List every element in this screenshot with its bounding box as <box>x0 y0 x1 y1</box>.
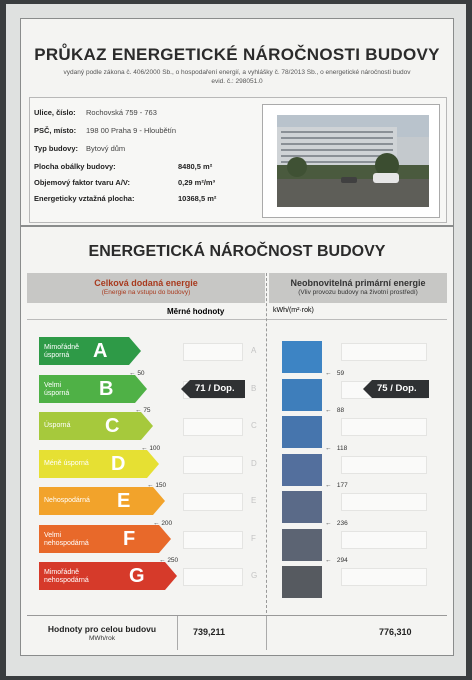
threshold-value: 100 <box>149 444 161 452</box>
class-name-line1: Velmi <box>44 381 62 389</box>
info-label: Typ budovy: <box>34 144 79 153</box>
certificate-title: PRŮKAZ ENERGETICKÉ NÁROČNOSTI BUDOVY <box>34 45 440 64</box>
class-letter: G <box>129 565 145 587</box>
certificate-sheet <box>6 4 466 676</box>
totals-separator <box>266 616 267 650</box>
section-title: ENERGETICKÁ NÁROČNOST BUDOVY <box>88 243 386 260</box>
empty-class-slot <box>341 456 427 474</box>
threshold-value: 177 <box>336 482 348 489</box>
empty-class-slot <box>183 456 243 474</box>
empty-class-slot <box>341 531 427 549</box>
info-value: 0,29 m²/m³ <box>178 178 216 187</box>
class-letter: D <box>111 452 126 475</box>
class-letter: C <box>105 415 120 437</box>
primary-energy-class-bar <box>282 379 322 411</box>
threshold-value: 236 <box>336 519 348 527</box>
energy-class-d <box>39 450 159 478</box>
primary-energy-class-bar <box>282 566 322 598</box>
class-name <box>44 460 89 468</box>
class-letter: E <box>117 490 131 512</box>
class-name-line2: nehospodárná <box>44 577 89 584</box>
energy-class-b <box>39 375 147 403</box>
class-name <box>44 344 79 360</box>
class-letter: B <box>99 377 114 400</box>
energy-panel <box>20 226 454 656</box>
energy-class-c <box>39 412 153 440</box>
threshold-value: 59 <box>336 369 345 377</box>
empty-class-slot <box>341 493 427 511</box>
right-header-title: Neobnovitelná primární energie <box>290 278 426 288</box>
empty-class-slot <box>341 418 427 436</box>
totals-right-value: 776,310 <box>379 627 412 637</box>
info-label: Ulice, číslo: <box>34 108 76 117</box>
empty-class-slot <box>183 343 243 361</box>
threshold-left: ← 250 <box>159 557 179 564</box>
info-value: 198 00 Praha 9 - Hloubětín <box>86 126 177 135</box>
rating-marker-label: 71 / Dop. <box>195 382 235 394</box>
threshold-left: ← 50 <box>129 369 145 377</box>
certificate-subtitle: vydaný podle zákona č. 406/2000 Sb., o hospodaření energií, a vyhlášky č. 78/2013 Sb., o energetické náročnosti budov <box>63 69 411 76</box>
threshold-value: 50 <box>137 369 145 377</box>
threshold-value: 88 <box>336 407 345 414</box>
class-letter-faint: E <box>251 496 257 505</box>
column-divider <box>266 273 268 613</box>
threshold-left: ← 75 <box>135 407 151 414</box>
energy-class-a <box>39 337 141 365</box>
totals-left-value: 739,211 <box>193 627 226 637</box>
class-name <box>44 497 90 505</box>
threshold-value: 150 <box>155 482 167 489</box>
class-name-line2: nehospodárná <box>44 539 89 547</box>
empty-class-slot <box>183 493 243 511</box>
empty-class-slot <box>183 418 243 436</box>
class-letter: F <box>123 527 136 550</box>
primary-energy-class-bar <box>282 416 322 448</box>
threshold-right: ← 118 <box>325 444 348 452</box>
class-name <box>44 569 89 585</box>
threshold-left: ← 150 <box>147 482 167 489</box>
class-name <box>44 532 89 548</box>
empty-class-slot <box>341 343 427 361</box>
primary-energy-class-bar <box>282 529 322 561</box>
rating-marker-label: 75 / Dop. <box>377 382 417 394</box>
threshold-value: 118 <box>336 444 348 452</box>
class-letter-faint: F <box>251 533 256 543</box>
class-name-line2: úsporná <box>44 352 70 359</box>
threshold-value: 250 <box>167 557 179 564</box>
rating-marker-right <box>363 380 429 398</box>
energy-class-e <box>39 487 165 515</box>
rating-marker-left <box>181 380 245 398</box>
threshold-value: 200 <box>161 519 173 527</box>
right-header-subtitle: (Vliv provozu budovy na životní prostředí) <box>298 289 418 296</box>
energy-class-g <box>39 562 177 590</box>
left-header-subtitle: (Energie na vstupu do budovy) <box>101 289 191 296</box>
info-value: Rochovská 759 - 763 <box>86 108 157 117</box>
building-photo-image <box>277 115 429 207</box>
empty-class-slot <box>341 568 427 586</box>
class-name <box>44 382 69 398</box>
threshold-value: 75 <box>143 407 151 414</box>
info-label: Objemový faktor tvaru A/V: <box>34 178 130 187</box>
info-value: 10368,5 m² <box>178 194 217 203</box>
class-name-line1: Velmi <box>44 531 62 539</box>
threshold-right: ← 294 <box>325 557 348 564</box>
building-photo <box>262 104 440 218</box>
units-label: Měrné hodnoty <box>167 307 225 316</box>
info-value: 8480,5 m² <box>178 162 213 171</box>
right-column-header <box>269 273 447 303</box>
left-column-header <box>27 273 265 303</box>
threshold-left: ← 200 <box>153 519 173 527</box>
empty-class-slot <box>183 531 243 549</box>
class-name-line2: úsporná <box>44 389 70 397</box>
class-letter-faint: B <box>251 383 257 393</box>
info-label: Energeticky vztažná plocha: <box>34 194 135 203</box>
primary-energy-class-bar <box>282 491 322 523</box>
class-name-line1: Úsporná <box>44 422 71 429</box>
threshold-right: ← 59 <box>325 369 345 377</box>
units-row <box>27 305 447 320</box>
info-label: Plocha obálky budovy: <box>34 162 116 171</box>
empty-class-slot <box>183 568 243 586</box>
class-name-line1: Mimořádně <box>44 569 80 576</box>
info-value: Bytový dům <box>86 144 126 153</box>
class-name-line1: Méně úsporná <box>44 459 89 467</box>
threshold-right: ← 177 <box>325 482 348 489</box>
class-letter-faint: G <box>251 571 258 580</box>
threshold-right: ← 88 <box>325 407 345 414</box>
header-panel <box>20 18 454 226</box>
totals-unit: MWh/rok <box>89 635 115 642</box>
class-letter-faint: D <box>251 458 257 468</box>
class-letter: A <box>93 340 108 362</box>
threshold-value: 294 <box>336 557 348 564</box>
class-name <box>44 422 70 430</box>
energy-class-f <box>39 525 171 553</box>
class-letter-faint: A <box>251 346 257 355</box>
building-info-box <box>29 97 447 223</box>
class-name-line1: Nehospodárná <box>44 497 90 504</box>
units-value: kWh/(m²·rok) <box>273 307 314 314</box>
primary-energy-class-bar <box>282 341 322 373</box>
totals-row <box>27 615 447 650</box>
totals-separator <box>177 616 178 650</box>
registration-number: evid. č.: 298051.0 <box>211 78 263 85</box>
primary-energy-class-bar <box>282 454 322 486</box>
totals-label: Hodnoty pro celou budovu <box>47 624 157 634</box>
left-header-title: Celková dodaná energie <box>94 278 198 288</box>
info-label: PSČ, místo: <box>34 126 77 135</box>
class-name-line1: Mimořádně <box>44 344 80 351</box>
threshold-right: ← 236 <box>325 519 348 527</box>
threshold-left: ← 100 <box>141 444 161 452</box>
class-letter-faint: C <box>251 421 257 430</box>
